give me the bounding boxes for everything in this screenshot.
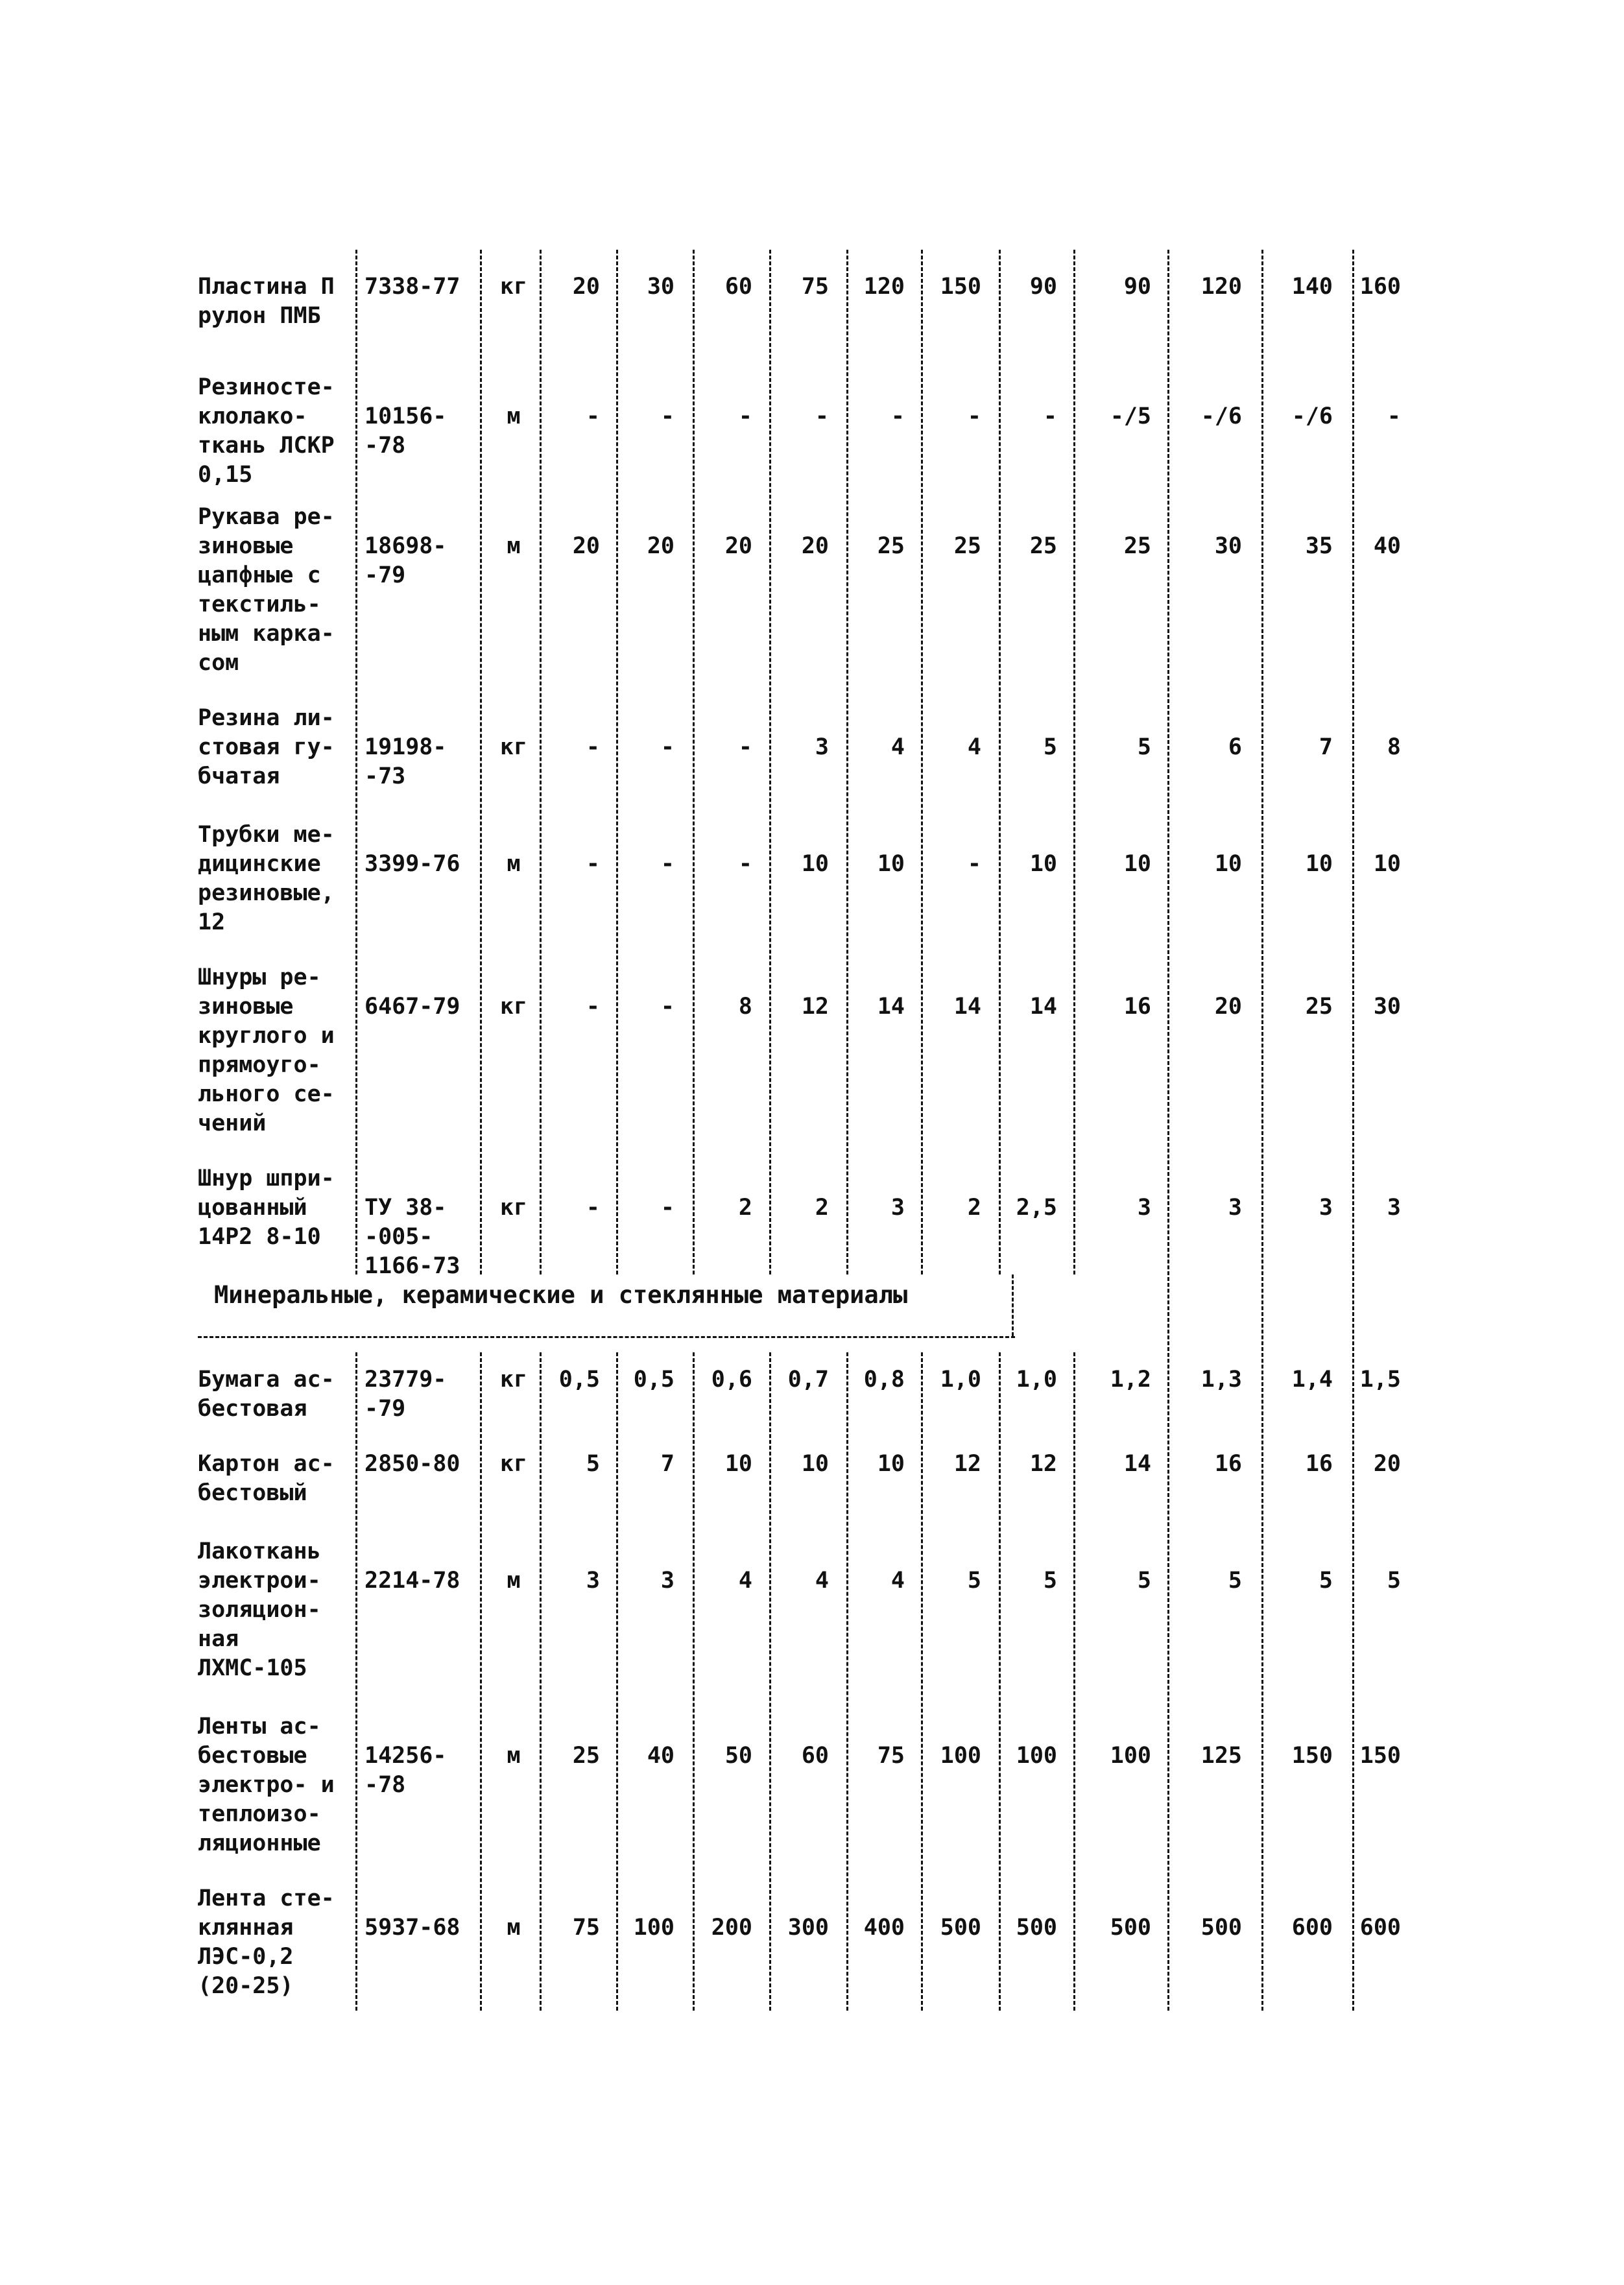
value-cell: - — [738, 403, 752, 429]
value-cell: - — [660, 734, 675, 760]
column-separator — [540, 1352, 542, 2011]
value-cell: 6 — [1228, 734, 1242, 760]
column-separator — [1167, 250, 1169, 2011]
value-cell: 1,0 — [940, 1367, 981, 1393]
column-separator — [693, 250, 695, 1274]
value-cell: 150 — [1291, 1743, 1333, 1769]
value-cell: 25 — [572, 1743, 600, 1769]
column-separator — [480, 250, 482, 1274]
column-separator — [921, 1352, 923, 2011]
gost-number-line: 6467-79 — [364, 994, 460, 1020]
value-cell: 10 — [877, 1451, 905, 1477]
value-cell: 14 — [1029, 994, 1057, 1020]
unit-cell: кг — [499, 734, 528, 760]
value-cell: 1,2 — [1110, 1367, 1151, 1393]
value-cell: 500 — [1200, 1915, 1242, 1941]
value-cell: 100 — [1110, 1743, 1151, 1769]
value-cell: -/6 — [1200, 403, 1242, 429]
material-name-line: Шнуры ре- — [198, 964, 321, 990]
material-name-line: цованный — [198, 1195, 307, 1221]
material-name-line: электро- и — [198, 1772, 335, 1798]
value-cell: 2 — [815, 1195, 829, 1221]
value-cell: 5 — [1043, 734, 1057, 760]
value-cell: - — [586, 994, 600, 1020]
material-name-line: 0,15 — [198, 462, 253, 488]
value-cell: 12 — [953, 1451, 981, 1477]
column-separator — [999, 250, 1001, 1274]
value-cell: 1,4 — [1291, 1367, 1333, 1393]
material-name-line: Пластина П — [198, 274, 335, 300]
value-cell: 0,5 — [558, 1367, 600, 1393]
material-name-line: Картон ас- — [198, 1451, 335, 1477]
material-name-line: 14Р2 8-10 — [198, 1224, 321, 1250]
value-cell: 140 — [1291, 274, 1333, 300]
value-cell: 40 — [1373, 533, 1401, 559]
value-cell: 0,7 — [787, 1367, 829, 1393]
gost-number-line: -79 — [364, 1396, 406, 1422]
value-cell: 3 — [1228, 1195, 1242, 1221]
material-name-line: льного се- — [198, 1081, 335, 1107]
column-separator — [355, 1352, 357, 2011]
value-cell: 12 — [1029, 1451, 1057, 1477]
value-cell: - — [660, 403, 675, 429]
gost-number-line: -005- — [364, 1224, 433, 1250]
value-cell: 12 — [801, 994, 829, 1020]
value-cell: - — [586, 851, 600, 877]
column-separator — [1012, 1274, 1014, 1336]
value-cell: 5 — [586, 1451, 600, 1477]
value-cell: 120 — [1200, 274, 1242, 300]
value-cell: 400 — [863, 1915, 905, 1941]
value-cell: 4 — [890, 734, 905, 760]
value-cell: - — [586, 734, 600, 760]
material-name-line: Трубки ме- — [198, 822, 335, 848]
value-cell: - — [890, 403, 905, 429]
material-name-line: золяцион- — [198, 1597, 321, 1623]
column-separator — [1073, 1352, 1075, 2011]
value-cell: 75 — [801, 274, 829, 300]
value-cell: 3 — [586, 1568, 600, 1594]
value-cell: 20 — [572, 533, 600, 559]
value-cell: 1,3 — [1200, 1367, 1242, 1393]
unit-cell: м — [507, 533, 521, 559]
value-cell: 10 — [724, 1451, 752, 1477]
value-cell: - — [1043, 403, 1057, 429]
material-name-line: дицинские — [198, 851, 321, 877]
value-cell: 150 — [1359, 1743, 1401, 1769]
value-cell: - — [1387, 403, 1401, 429]
material-name-line: Шнур шпри- — [198, 1166, 335, 1191]
unit-cell: м — [507, 851, 521, 877]
value-cell: 2 — [967, 1195, 981, 1221]
material-name-line: ляционные — [198, 1830, 321, 1856]
material-name-line: клолако- — [198, 403, 307, 429]
value-cell: 40 — [647, 1743, 675, 1769]
value-cell: 30 — [647, 274, 675, 300]
value-cell: 4 — [815, 1568, 829, 1594]
column-separator — [769, 250, 771, 1274]
value-cell: 10 — [1373, 851, 1401, 877]
value-cell: 16 — [1123, 994, 1151, 1020]
value-cell: 7 — [660, 1451, 675, 1477]
material-name-line: Лента сте- — [198, 1885, 335, 1911]
column-separator — [540, 250, 542, 1274]
unit-cell: кг — [499, 994, 528, 1020]
column-separator — [846, 250, 848, 1274]
gost-number-line: 7338-77 — [364, 274, 460, 300]
value-cell: 10 — [1123, 851, 1151, 877]
value-cell: 10 — [801, 851, 829, 877]
material-name-line: зиновые — [198, 994, 294, 1020]
value-cell: 10 — [1305, 851, 1333, 877]
value-cell: 0,5 — [633, 1367, 675, 1393]
value-cell: 30 — [1373, 994, 1401, 1020]
column-separator — [1261, 250, 1263, 2011]
material-name-line: ная — [198, 1626, 239, 1652]
material-name-line: бестовая — [198, 1396, 307, 1422]
value-cell: 5 — [1319, 1568, 1333, 1594]
column-separator — [1352, 250, 1354, 2011]
value-cell: 75 — [877, 1743, 905, 1769]
value-cell: - — [967, 851, 981, 877]
value-cell: 25 — [1123, 533, 1151, 559]
value-cell: 25 — [877, 533, 905, 559]
value-cell: 160 — [1359, 274, 1401, 300]
value-cell: 300 — [787, 1915, 829, 1941]
gost-number-line: 5937-68 — [364, 1915, 460, 1941]
material-name-line: резиновые, — [198, 880, 335, 906]
column-separator — [480, 1352, 482, 2011]
unit-cell: кг — [499, 274, 528, 300]
material-name-line: Бумага ас- — [198, 1367, 335, 1393]
material-name-line: Рукава ре- — [198, 504, 335, 530]
column-separator — [616, 250, 618, 1274]
value-cell: 25 — [1305, 994, 1333, 1020]
material-name-line: теплоизо- — [198, 1801, 321, 1827]
value-cell: 5 — [1043, 1568, 1057, 1594]
material-name-line: ным карка- — [198, 621, 335, 647]
gost-number-line: -78 — [364, 433, 406, 459]
value-cell: 600 — [1291, 1915, 1333, 1941]
material-name-line: Резина ли- — [198, 705, 335, 731]
material-name-line: Ленты ас- — [198, 1714, 321, 1740]
column-separator — [1073, 250, 1075, 1274]
value-cell: 3 — [660, 1568, 675, 1594]
unit-cell: кг — [499, 1195, 528, 1221]
material-name-line: чений — [198, 1110, 267, 1136]
gost-number-line: 2850-80 — [364, 1451, 460, 1477]
value-cell: 1,0 — [1016, 1367, 1057, 1393]
column-separator — [769, 1352, 771, 2011]
unit-cell: кг — [499, 1367, 528, 1393]
value-cell: 20 — [724, 533, 752, 559]
material-name-line: зиновые — [198, 533, 294, 559]
value-cell: 2,5 — [1016, 1195, 1057, 1221]
value-cell: 4 — [890, 1568, 905, 1594]
value-cell: 3 — [890, 1195, 905, 1221]
value-cell: 3 — [1137, 1195, 1151, 1221]
value-cell: - — [660, 1195, 675, 1221]
value-cell: - — [660, 851, 675, 877]
material-name-line: Лакоткань — [198, 1538, 321, 1564]
value-cell: 35 — [1305, 533, 1333, 559]
value-cell: 75 — [572, 1915, 600, 1941]
value-cell: 4 — [738, 1568, 752, 1594]
value-cell: 20 — [1214, 994, 1242, 1020]
material-name-line: круглого и — [198, 1023, 335, 1049]
value-cell: 3 — [1319, 1195, 1333, 1221]
gost-number-line: 14256- — [364, 1743, 447, 1769]
unit-cell: кг — [499, 1451, 528, 1477]
value-cell: 500 — [1016, 1915, 1057, 1941]
unit-cell: м — [507, 403, 521, 429]
material-name-line: цапфные с — [198, 562, 321, 588]
value-cell: 30 — [1214, 533, 1242, 559]
material-name-line: бестовые — [198, 1743, 307, 1769]
gost-number-line: 2214-78 — [364, 1568, 460, 1594]
gost-number-line: 23779- — [364, 1367, 447, 1393]
material-name-line: бчатая — [198, 763, 280, 789]
column-separator — [921, 250, 923, 1274]
value-cell: - — [738, 734, 752, 760]
column-separator — [693, 1352, 695, 2011]
column-separator — [999, 1352, 1001, 2011]
value-cell: 120 — [863, 274, 905, 300]
value-cell: 16 — [1214, 1451, 1242, 1477]
value-cell: - — [586, 403, 600, 429]
gost-number-line: 3399-76 — [364, 851, 460, 877]
value-cell: 20 — [572, 274, 600, 300]
gost-number-line: 19198- — [364, 734, 447, 760]
section-title: Минеральные, керамические и стеклянные материалы — [214, 1281, 908, 1309]
material-name-line: 12 — [198, 909, 226, 935]
material-name-line: (20-25) — [198, 1973, 294, 1999]
value-cell: - — [815, 403, 829, 429]
unit-cell: м — [507, 1568, 521, 1594]
material-name-line: ЛЭС-0,2 — [198, 1944, 294, 1970]
value-cell: 90 — [1123, 274, 1151, 300]
value-cell: 1,5 — [1359, 1367, 1401, 1393]
gost-number-line: 1166-73 — [364, 1253, 460, 1279]
value-cell: 5 — [1387, 1568, 1401, 1594]
value-cell: 100 — [633, 1915, 675, 1941]
value-cell: - — [738, 851, 752, 877]
value-cell: 7 — [1319, 734, 1333, 760]
value-cell: 10 — [1029, 851, 1057, 877]
value-cell: 3 — [1387, 1195, 1401, 1221]
material-name-line: стовая гу- — [198, 734, 335, 760]
value-cell: - — [967, 403, 981, 429]
gost-number-line: 18698- — [364, 533, 447, 559]
value-cell: 0,6 — [711, 1367, 752, 1393]
value-cell: 20 — [1373, 1451, 1401, 1477]
material-name-line: рулон ПМБ — [198, 303, 321, 329]
column-separator — [846, 1352, 848, 2011]
material-name-line: ткань ЛСКР — [198, 433, 335, 459]
value-cell: 4 — [967, 734, 981, 760]
value-cell: - — [586, 1195, 600, 1221]
unit-cell: м — [507, 1743, 521, 1769]
value-cell: 3 — [815, 734, 829, 760]
value-cell: 14 — [877, 994, 905, 1020]
value-cell: 100 — [940, 1743, 981, 1769]
value-cell: 2 — [738, 1195, 752, 1221]
value-cell: - — [660, 994, 675, 1020]
material-name-line: клянная — [198, 1915, 294, 1941]
value-cell: 8 — [738, 994, 752, 1020]
value-cell: 10 — [877, 851, 905, 877]
value-cell: 60 — [801, 1743, 829, 1769]
value-cell: 500 — [1110, 1915, 1151, 1941]
gost-number-line: -78 — [364, 1772, 406, 1798]
value-cell: 150 — [940, 274, 981, 300]
gost-number-line: ТУ 38- — [364, 1195, 447, 1221]
gost-number-line: -79 — [364, 562, 406, 588]
value-cell: 20 — [647, 533, 675, 559]
value-cell: 100 — [1016, 1743, 1057, 1769]
value-cell: 14 — [953, 994, 981, 1020]
value-cell: 14 — [1123, 1451, 1151, 1477]
unit-cell: м — [507, 1915, 521, 1941]
value-cell: 200 — [711, 1915, 752, 1941]
value-cell: 25 — [953, 533, 981, 559]
material-name-line: Резиносте- — [198, 374, 335, 400]
value-cell: 16 — [1305, 1451, 1333, 1477]
value-cell: 600 — [1359, 1915, 1401, 1941]
column-separator — [616, 1352, 618, 2011]
column-separator — [355, 250, 357, 1274]
value-cell: 500 — [940, 1915, 981, 1941]
value-cell: 125 — [1200, 1743, 1242, 1769]
value-cell: 5 — [1228, 1568, 1242, 1594]
value-cell: 90 — [1029, 274, 1057, 300]
material-name-line: электрои- — [198, 1568, 321, 1594]
material-name-line: текстиль- — [198, 592, 321, 617]
value-cell: 0,8 — [863, 1367, 905, 1393]
value-cell: 60 — [724, 274, 752, 300]
value-cell: -/6 — [1291, 403, 1333, 429]
section-divider — [198, 1336, 1015, 1338]
gost-number-line: 10156- — [364, 403, 447, 429]
material-name-line: ЛХМС-105 — [198, 1655, 307, 1681]
value-cell: 25 — [1029, 533, 1057, 559]
value-cell: 10 — [801, 1451, 829, 1477]
material-name-line: сом — [198, 650, 239, 676]
material-name-line: бестовый — [198, 1480, 307, 1506]
gost-number-line: -73 — [364, 763, 406, 789]
value-cell: 5 — [1137, 734, 1151, 760]
value-cell: 50 — [724, 1743, 752, 1769]
value-cell: 5 — [1137, 1568, 1151, 1594]
value-cell: 8 — [1387, 734, 1401, 760]
value-cell: 20 — [801, 533, 829, 559]
value-cell: 5 — [967, 1568, 981, 1594]
value-cell: -/5 — [1110, 403, 1151, 429]
material-name-line: прямоуго- — [198, 1052, 321, 1078]
value-cell: 10 — [1214, 851, 1242, 877]
